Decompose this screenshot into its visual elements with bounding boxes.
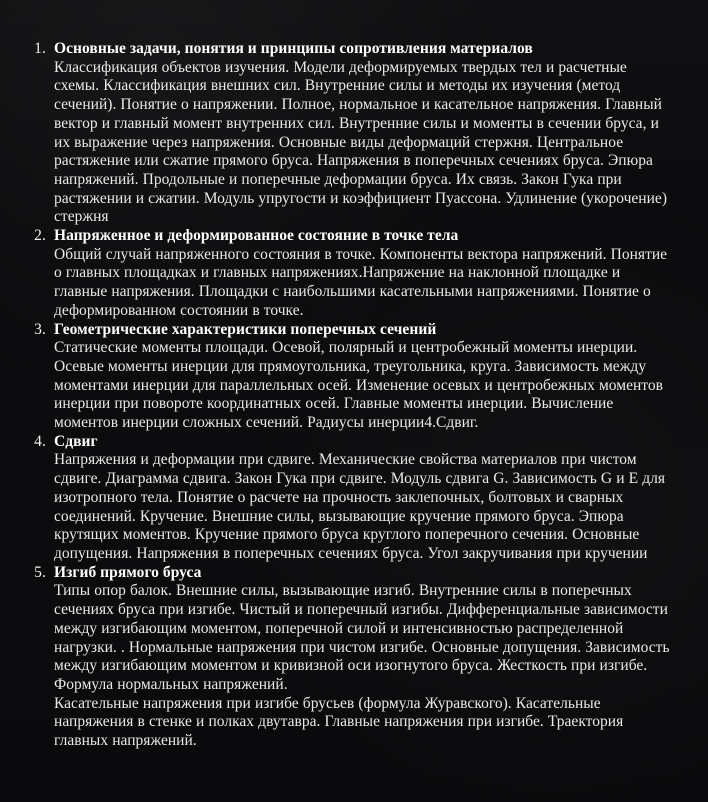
list-item-number: 3.: [34, 320, 46, 338]
list-item-description: Касательные напряжения при изгибе брусьев (формула Журавского). Касательные напряжения в стенке и полках двутавра. Главные напряжения при изгибе. Траектория главных напряжений.: [54, 694, 624, 750]
list-item-description: Статические моменты площади. Осевой, полярный и центробежный моменты инерции. Осевые моменты инерции для прямоугольника, треугольника, круга. Зависимость между моментами инерции для параллельных осей. Изменение осевых и центробежных моментов инерции при повороте координатных осей. Главные моменты инерции. Вычисление моментов инерции сложных сечений. Радиусы инерции4.Сдвиг.: [54, 339, 663, 432]
list-item-title: Изгиб прямого бруса: [54, 563, 202, 581]
list-item-number: 5.: [34, 563, 46, 581]
topic-list: [24, 40, 672, 751]
list-item: [24, 227, 672, 321]
list-item: [24, 433, 672, 564]
list-item-description: Классификация объектов изучения. Модели деформируемых твердых тел и расчетные схемы. Классификация внешних сил. Внутренние силы и методы их изучения (метод сечений). Понятие о напряжении. Полное, нормальное и касательное напряжения. Главный вектор и главный момент внутренних сил. Внутренние силы и моменты в сечении бруса, и их выражение через напряжения. Основные виды деформаций стержня. Центральное растяжение или сжатие прямого бруса. Напряжения в поперечных сечениях бруса. Эпюра напряжений. Продольные и поперечные деформации бруса. Их связь. Закон Гука при растяжении и сжатии. Модуль упругости и коэффициент Пуассона. Удлинение (укорочение) стержня: [54, 58, 668, 226]
list-item-title: Напряженное и деформированное состояние в точке тела: [54, 227, 459, 245]
list-item-number: 2.: [34, 227, 46, 245]
list-item-number: 1.: [34, 40, 46, 57]
list-item-description: Типы опор балок. Внешние силы, вызывающие изгиб. Внутренние силы в поперечных сечениях бруса при изгибе. Чистый и поперечный изгибы. Дифференциальные зависимости между изгибающим моментом, поперечной силой и интенсивностью распределенной нагрузки. . Нормальные напряжения при чистом изгибе. Основные допущения. Зависимость между изгибающим моментом и кривизной оси изогнутого бруса. Жесткость при изгибе. Формула нормальных напряжений.: [54, 582, 670, 693]
list-item: [24, 40, 672, 227]
list-item-description: Напряжения и деформации при сдвиге. Механические свойства материалов при чистом сдвиге. Диаграмма сдвига. Закон Гука при сдвиге. Модуль сдвига G. Зависимость G и E для изотропного тела. Понятие о расчете на прочность заклепочных, болтовых и сварных соединений. Кручение. Внешние силы, вызывающие кручение прямого бруса. Эпюра крутящих моментов. Кручение прямого бруса круглого поперечного сечения. Основные допущения. Напряжения в поперечных сечениях бруса. Угол закручивания при кручении: [54, 451, 665, 562]
list-item-title: Сдвиг: [54, 432, 98, 450]
list-item: [24, 564, 672, 751]
list-item-description: Общий случай напряженного состояния в точке. Компоненты вектора напряжений. Понятие о главных площадках и главных напряжениях.Напряжение на наклонной площадке и главные напряжения. Площадки с наибольшими касательными напряжениями. Понятие о деформированном состоянии в точке.: [54, 245, 668, 319]
document-body: [24, 40, 672, 751]
list-item-number: 4.: [34, 432, 46, 450]
list-item-title: Геометрические характеристики поперечных сечений: [54, 320, 437, 338]
list-item-title: Основные задачи, понятия и принципы сопротивления материалов: [54, 40, 533, 57]
list-item: [24, 321, 672, 433]
